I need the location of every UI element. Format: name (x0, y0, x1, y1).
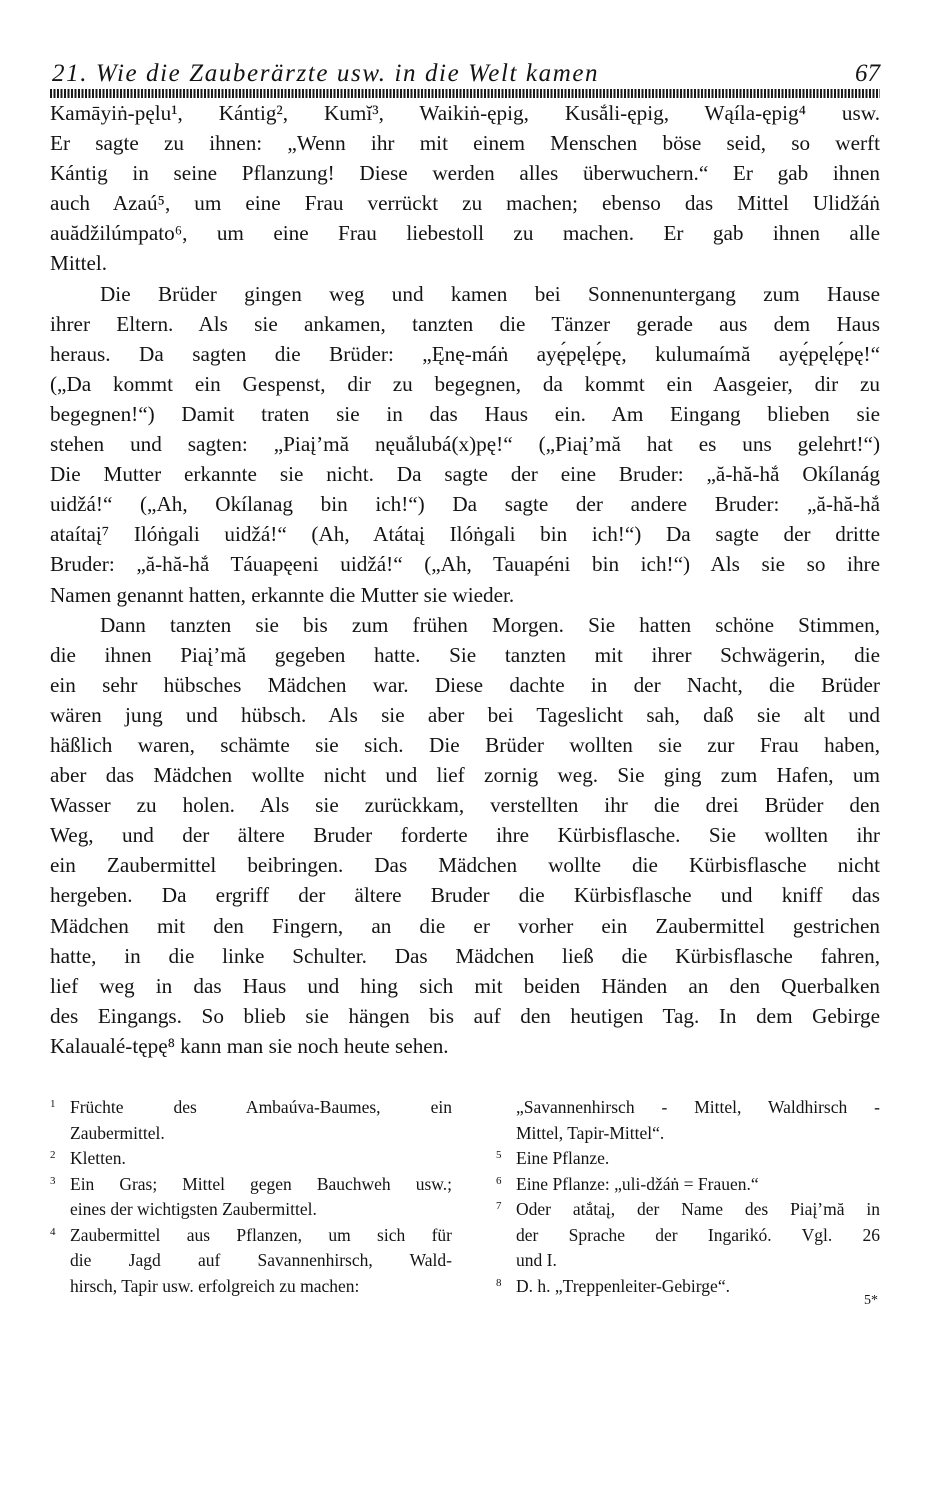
text-line: wären jung und hübsch. Als sie aber bei Tageslicht sah, daß sie alt und (50, 702, 880, 727)
text-line: heraus. Da sagten die Brüder: „Ęnę-máṅ ayę́pęlę́pę, kulumaímă ayę́pęlę́pę!“ (50, 341, 880, 366)
text-line: uidžá!“ („Ah, Okílanag bin ich!“) Da sagte der andere Bruder: „ă-hă-hắ (50, 492, 880, 517)
footnote (50, 1095, 452, 1146)
text-line: ein Zaubermittel beibringen. Das Mädchen wollte die Kürbisflasche nicht (50, 853, 880, 878)
page-number: 67 (855, 60, 880, 87)
footnote-line: Früchte des Ambaúva-Baumes, ein (70, 1097, 452, 1117)
text-line: ihrer Eltern. Als sie ankamen, tanzten die Tänzer gerade aus dem Haus (50, 311, 880, 336)
footnote-line: und I. (516, 1250, 557, 1270)
paragraph (50, 279, 880, 610)
text-line: Kántig in seine Pflanzung! Diese werden alles überwuchern.“ Er gab ihnen (50, 161, 880, 186)
text-line: Namen genannt hatten, erkannte die Mutter sie wieder. (50, 582, 515, 607)
footnote-marker: 2 (50, 1149, 56, 1161)
text-line: Er sagte zu ihnen: „Wenn ihr mit einem Menschen böse seid, so werft (50, 131, 880, 156)
text-line: Kamāyiṅ-pęlu¹, Kántig², Kumĭ³, Waikiṅ-ępig, Kusắli-ępig, Wąíla-ępig⁴ usw. (50, 101, 880, 125)
footnote (50, 1172, 452, 1223)
text-line: auch Azaú⁵, um eine Frau verrückt zu machen; ebenso das Mittel Ulidžáṅ (50, 191, 880, 216)
text-line: begegnen!“) Damit traten sie in das Haus ein. Am Eingang blieben sie (50, 401, 880, 426)
text-line: auădžilúmpato⁶, um eine Frau liebestoll zu machen. Er gab ihnen alle (50, 221, 880, 246)
footnote-marker: 1 (50, 1098, 56, 1110)
text-line: hatte, in die linke Schulter. Das Mädchen ließ die Kürbisflasche fahren, (50, 943, 880, 968)
text-line: Die Brüder gingen weg und kamen bei Sonnenuntergang zum Hause (100, 281, 880, 306)
footnote-line: hirsch, Tapir usw. erfolgreich zu machen: (70, 1275, 360, 1296)
footnote-line: eines der wichtigsten Zaubermittel. (70, 1199, 317, 1219)
text-line: Bruder: „ă-hă-hắ Táuapęeni uidžá!“ („Ah, Tauapéni bin ich!“) Als sie so ihre (50, 552, 880, 577)
footnote-line: D. h. „Treppenleiter-Gebirge“. (516, 1275, 730, 1296)
text-line: lief weg in das Haus und hing sich mit beiden Händen an den Querbalken (50, 973, 880, 998)
footnote (496, 1172, 880, 1198)
paragraph (50, 610, 880, 1061)
footnote-line: der Sprache der Ingarikó. Vgl. 26 (516, 1224, 880, 1245)
footnote (496, 1146, 880, 1172)
footnote-line: Kletten. (70, 1148, 126, 1168)
footnote-marker: 3 (50, 1174, 56, 1187)
footnote (496, 1274, 880, 1300)
footnote (50, 1146, 452, 1172)
text-line: des Eingangs. So blieb sie hängen bis auf den heutigen Tag. In dem Gebirge (50, 1003, 880, 1028)
paragraph (50, 98, 880, 279)
text-line: aber das Mädchen wollte nicht und lief zornig weg. Sie ging zum Hafen, um (50, 763, 880, 788)
text-line: Kalaualé-tępę⁸ kann man sie noch heute sehen. (50, 1033, 449, 1058)
text-line: stehen und sagten: „Piaį’mă nęuắlubá(x)pę!“ („Piaį’mă hat es uns gelehrt!“) (50, 432, 880, 457)
text-line: Dann tanzten sie bis zum frühen Morgen. Sie hatten schöne Stimmen, (100, 612, 880, 637)
footnote-line: Oder atắtaį, der Name des Piaį’mă in (516, 1199, 880, 1219)
text-line: ein sehr hübsches Mädchen war. Diese dachte in der Nacht, die Brüder (50, 672, 880, 697)
footnote-line: Zaubermittel aus Pflanzen, um sich für (70, 1224, 452, 1245)
footnote (496, 1095, 880, 1146)
text-line: Mädchen mit den Fingern, an die er vorher ein Zaubermittel gestrichen (50, 913, 880, 938)
footnote-line: Ein Gras; Mittel gegen Bauchweh usw.; (70, 1173, 452, 1194)
footnote-marker: 7 (496, 1200, 502, 1212)
footnote-line: Mittel, Tapir-Mittel“. (516, 1122, 665, 1143)
text-line: häßlich waren, schämte sie sich. Die Brüder wollten sie zur Frau haben, (50, 732, 880, 757)
footnote-line: „Savannenhirsch - Mittel, Waldhirsch - (516, 1097, 880, 1117)
footnote-marker: 8 (496, 1276, 502, 1289)
signature-mark: 5* (864, 1293, 878, 1308)
text-line: hergeben. Da ergriff der ältere Bruder die Kürbisflasche und kniff das (50, 883, 880, 908)
footnotes-left-column (50, 1095, 452, 1299)
text-line: Weg, und der ältere Bruder forderte ihre Kürbisflasche. Sie wollten ihr (50, 823, 880, 848)
running-head (52, 56, 882, 90)
footnote-line: Eine Pflanze: „uli-džáṅ = Frauen.“ (516, 1173, 759, 1194)
footnote (496, 1197, 880, 1274)
running-head-title: 21. Wie die Zauberärzte usw. in die Welt kamen (52, 60, 600, 87)
text-line: die ihnen Piaį’mă gegeben hatte. Sie tanzten mit ihrer Schwägerin, die (50, 642, 880, 667)
footnote-marker: 6 (496, 1174, 502, 1187)
body-text (50, 98, 880, 1061)
footnote-marker: 5 (496, 1149, 502, 1161)
footnote-line: Zaubermittel. (70, 1122, 165, 1143)
text-line: ataítaį⁷ Ilóṅgali uidžá!“ (Ah, Atátaį Ilóṅgali bin ich!“) Da sagte der dritte (50, 522, 880, 547)
text-line: („Da kommt ein Gespenst, dir zu begegnen, da kommt ein Aasgeier, dir zu (50, 371, 880, 396)
text-line: Mittel. (50, 251, 108, 276)
footnote-marker: 4 (50, 1225, 56, 1238)
footnote-line: Eine Pflanze. (516, 1148, 610, 1168)
footnote-line: die Jagd auf Savannenhirsch, Wald- (70, 1250, 452, 1270)
text-line: Wasser zu holen. Als sie zurückkam, verstellten ihr die drei Brüder den (50, 793, 880, 818)
footnote (50, 1223, 452, 1300)
footnotes-right-column (496, 1095, 880, 1299)
header-rule (50, 89, 880, 98)
text-line: Die Mutter erkannte sie nicht. Da sagte der eine Bruder: „ă-hă-hắ Okílanág (50, 462, 880, 487)
